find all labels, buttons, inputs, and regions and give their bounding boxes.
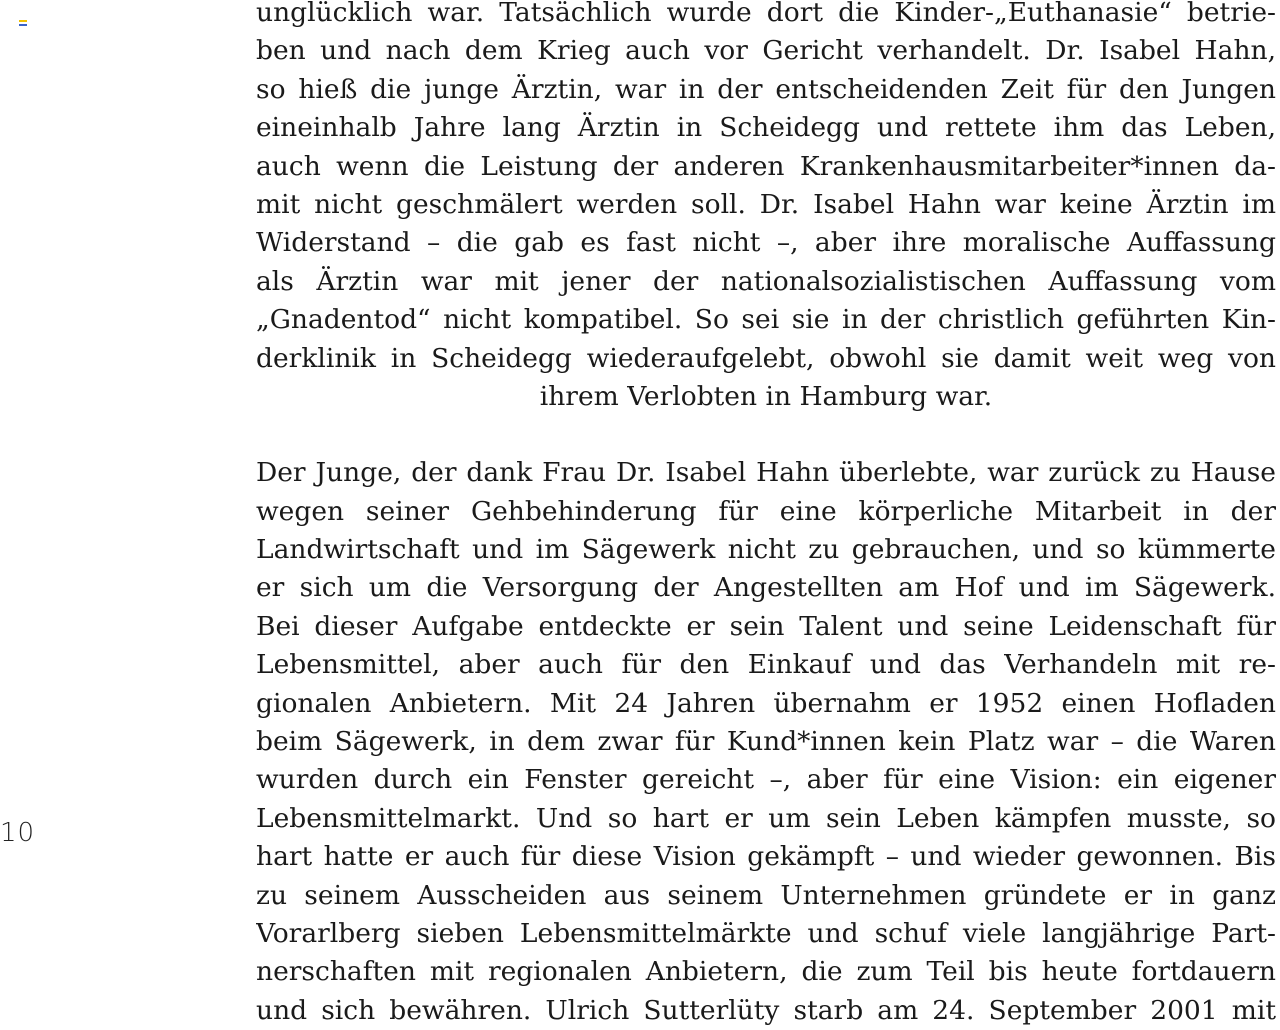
text-line: mit nicht geschmälert werden soll. Dr. Isabel Hahn war keine Ärztin im xyxy=(256,188,1276,220)
text-line: Der Junge, der dank Frau Dr. Isabel Hahn überlebte, war zurück zu Hause xyxy=(256,457,1276,489)
paragraph-1 xyxy=(256,0,1276,416)
text-line: als Ärztin war mit jener der nationalsozialistischen Auffassung vom xyxy=(256,265,1276,297)
text-line: derklinik in Scheidegg wiederaufgelebt, obwohl sie damit weit weg von xyxy=(256,342,1276,374)
margin-color-mark xyxy=(19,20,27,26)
text-line: eineinhalb Jahre lang Ärztin in Scheidegg und rettete ihm das Leben, xyxy=(256,112,1276,144)
paragraph-2 xyxy=(256,454,1276,1030)
text-line: so hieß die junge Ärztin, war in der entscheidenden Zeit für den Jungen xyxy=(256,73,1276,105)
text-line: „Gnadentod“ nicht kompatibel. So sei sie in der christlich geführten Kin- xyxy=(256,304,1276,336)
text-line: Bei dieser Aufgabe entdeckte er sein Talent und seine Leidenschaft für xyxy=(256,610,1276,642)
text-line: Widerstand – die gab es fast nicht –, aber ihre moralische Auffassung xyxy=(256,227,1276,259)
text-line: auch wenn die Leistung der anderen Krankenhausmitarbeiter*innen da- xyxy=(256,150,1276,182)
text-line-last: ihrem Verlobten in Hamburg war. xyxy=(539,380,993,412)
text-line: beim Sägewerk, in dem zwar für Kund*innen kein Platz war – die Waren xyxy=(256,726,1276,758)
text-line: und sich bewähren. Ulrich Sutterlüty starb am 24. September 2001 mit xyxy=(256,994,1276,1026)
page-number: 10 xyxy=(0,818,36,848)
text-line: ben und nach dem Krieg auch vor Gericht verhandelt. Dr. Isabel Hahn, xyxy=(256,35,1276,67)
text-line: wurden durch ein Fenster gereicht –, aber für eine Vision: ein eigener xyxy=(256,764,1276,796)
text-line: Lebensmittel, aber auch für den Einkauf und das Verhandeln mit re- xyxy=(256,649,1276,681)
text-line: hart hatte er auch für diese Vision gekämpft – und wieder gewonnen. Bis xyxy=(256,841,1276,873)
text-line: Vorarlberg sieben Lebensmittelmärkte und schuf viele langjährige Part- xyxy=(256,917,1276,949)
paragraph-spacer xyxy=(256,416,1276,454)
text-line: unglücklich war. Tatsächlich wurde dort die Kinder-„Euthanasie“ betrie- xyxy=(256,0,1276,28)
text-line: wegen seiner Gehbehinderung für eine körperliche Mitarbeit in der xyxy=(256,495,1276,527)
text-line: nerschaften mit regionalen Anbietern, die zum Teil bis heute fortdauern xyxy=(256,956,1276,988)
text-line: Lebensmittelmarkt. Und so hart er um sein Leben kämpfen musste, so xyxy=(256,802,1276,834)
text-line: Landwirtschaft und im Sägewerk nicht zu gebrauchen, und so kümmerte xyxy=(256,534,1276,566)
text-line: er sich um die Versorgung der Angestellten am Hof und im Sägewerk. xyxy=(256,572,1276,604)
margin-mark-blue xyxy=(19,24,27,26)
text-line: gionalen Anbietern. Mit 24 Jahren übernahm er 1952 einen Hofladen xyxy=(256,687,1276,719)
text-line: zu seinem Ausscheiden aus seinem Unternehmen gründete er in ganz xyxy=(256,879,1276,911)
body-text xyxy=(256,0,1276,1030)
